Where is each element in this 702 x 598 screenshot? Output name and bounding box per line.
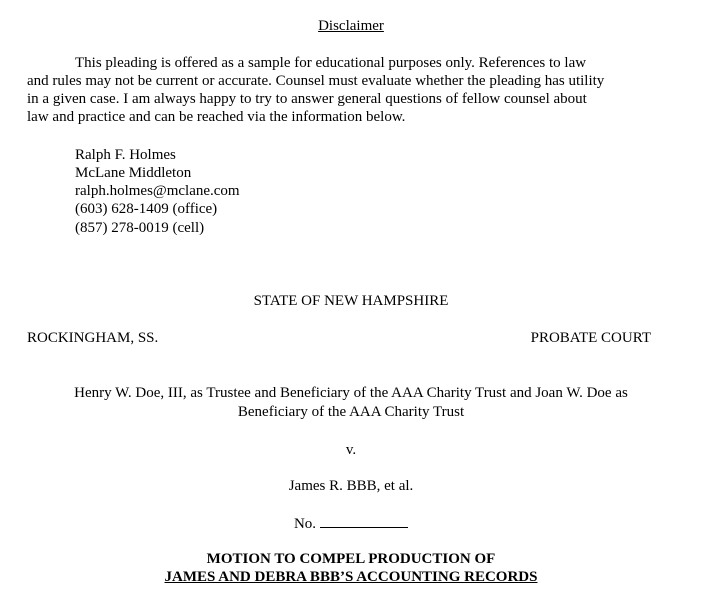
contact-email: ralph.holmes@mclane.com — [75, 183, 240, 199]
paragraph-line: and rules may not be current or accurate. Counsel must evaluate whether the pleading has utility — [27, 73, 605, 89]
motion-title-line-1: MOTION TO COMPEL PRODUCTION OF — [206, 551, 496, 567]
paragraph-line: in a given case. I am always happy to try to answer general questions of fellow counsel about — [27, 91, 587, 107]
disclaimer-paragraph — [27, 54, 657, 126]
docket-blank-line — [320, 513, 408, 528]
county-label: ROCKINGHAM, SS. — [27, 330, 159, 346]
plaintiff-line-2: Beneficiary of the AAA Charity Trust — [237, 404, 465, 420]
paragraph-line: law and practice and can be reached via the information below. — [27, 109, 406, 125]
plaintiff-line-1: Henry W. Doe, III, as Trustee and Beneficiary of the AAA Charity Trust and Joan W. Doe as — [74, 385, 628, 401]
court-label: PROBATE COURT — [530, 330, 651, 346]
state-heading: STATE OF NEW HAMPSHIRE — [253, 293, 449, 309]
contact-cell-phone: (857) 278-0019 (cell) — [75, 220, 205, 236]
contact-name: Ralph F. Holmes — [75, 147, 176, 163]
versus-label: v. — [345, 442, 357, 458]
disclaimer-heading: Disclaimer — [318, 18, 384, 34]
docket-number — [0, 513, 702, 533]
motion-title-line-2: JAMES AND DEBRA BBB’S ACCOUNTING RECORDS — [164, 569, 538, 585]
contact-firm: McLane Middleton — [75, 165, 192, 181]
paragraph-line: This pleading is offered as a sample for educational purposes only. References to law — [75, 55, 587, 71]
defendant-label: James R. BBB, et al. — [288, 478, 414, 494]
contact-office-phone: (603) 628-1409 (office) — [75, 201, 218, 217]
docket-label: No. — [293, 516, 317, 532]
